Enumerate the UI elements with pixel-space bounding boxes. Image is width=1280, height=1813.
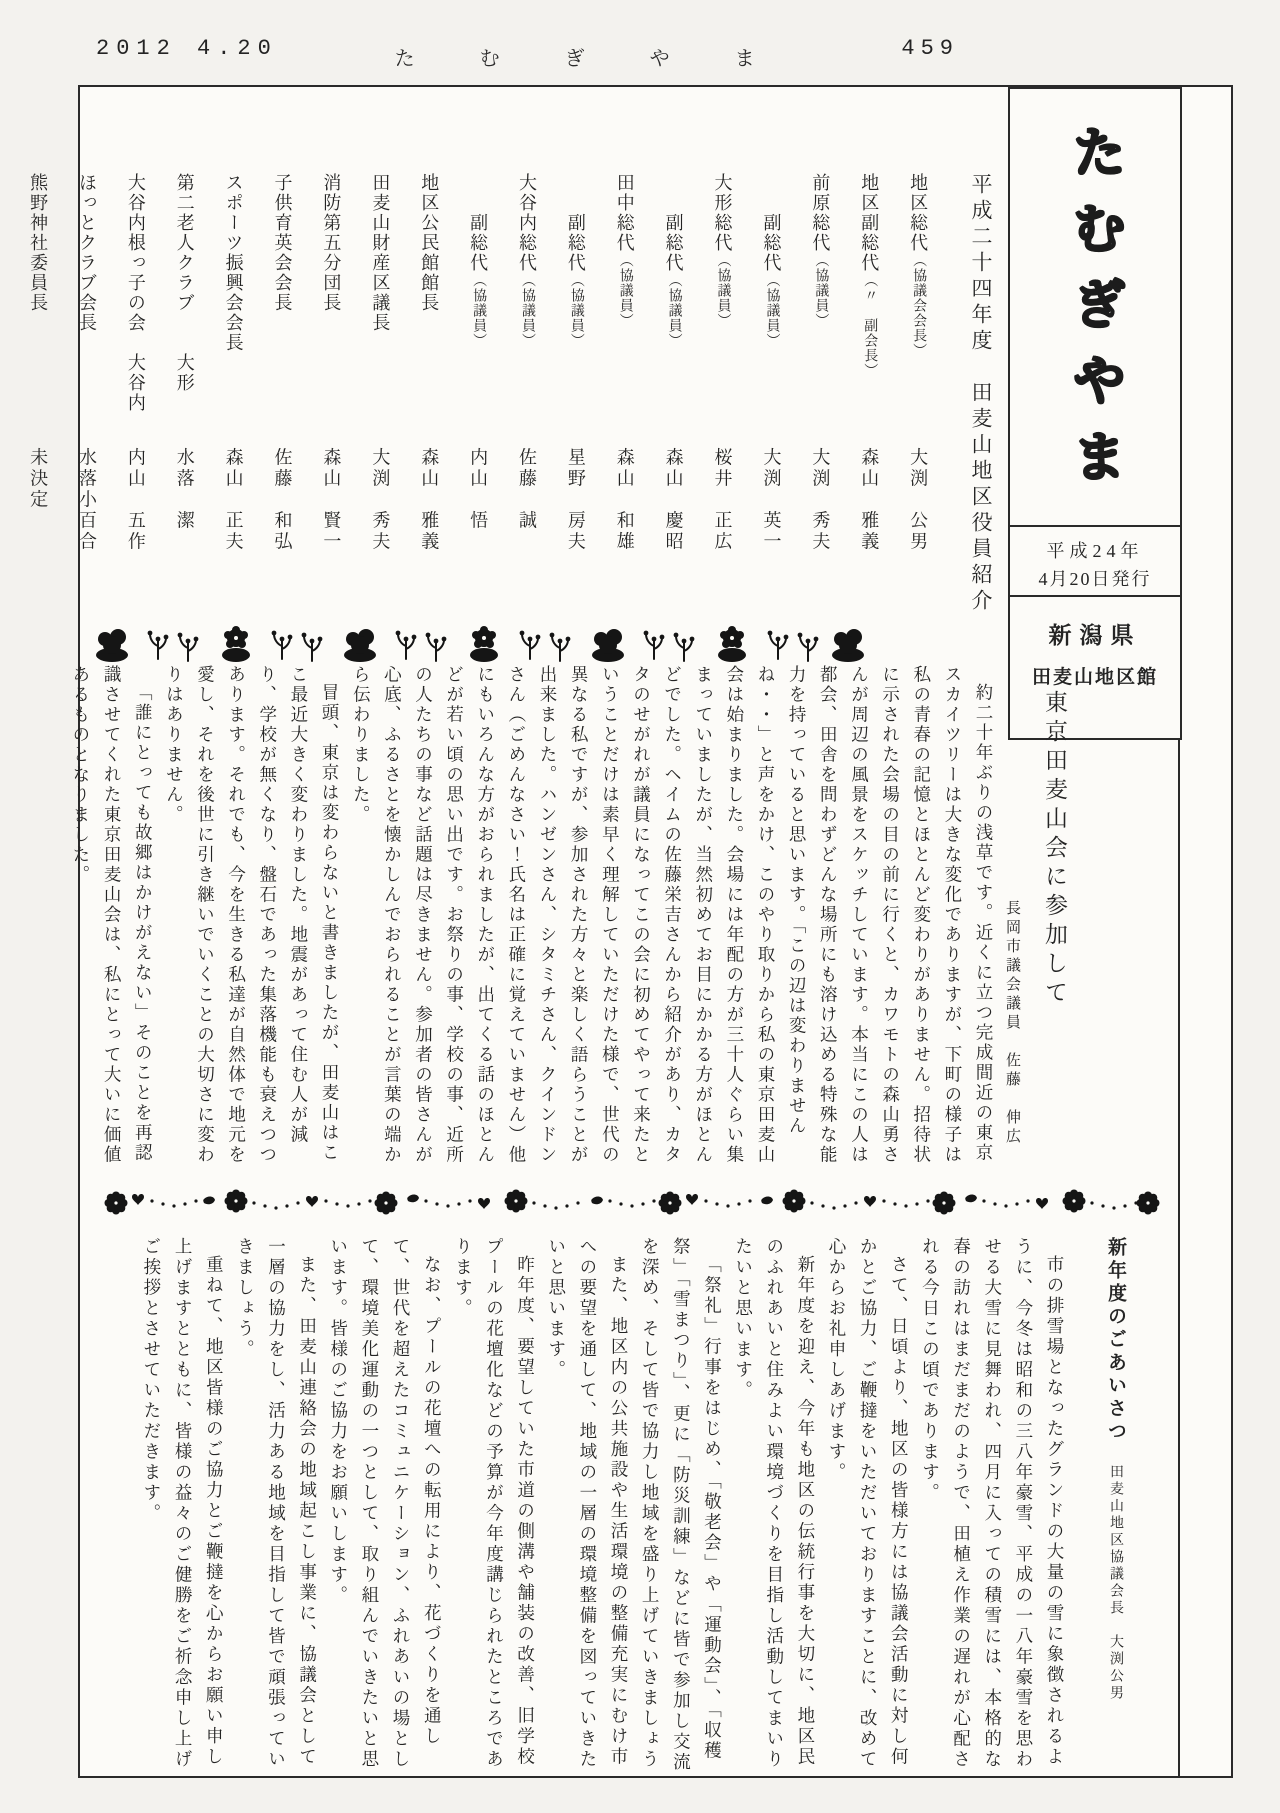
paragraph: なお、プールの花壇への転用により、花づくりを通して、世代を超えたコミュニケーション、ふれあいの場として、環境美化運動の一つとして、取り組んでいきたいと思います。皆様のご協力をお願いします。 [328,1237,443,1770]
officer-role: 副総代（協議員） [565,213,586,348]
officer-role-note: （〃 副会長） [862,273,878,378]
article1-author: 長岡市議会議員 佐藤 伸広 [1004,900,1020,1147]
article2-title-column [1102,1237,1129,1702]
officer-role: 副総代（協議員） [468,213,489,348]
article2-title: 新年度のごあいさつ [1105,1237,1126,1444]
officer-role: 大谷内根っ子の会 大谷内 [125,173,146,413]
officer-entry [410,173,447,621]
sidebar [1008,87,1182,740]
officer-name: 森山 正夫 [223,447,244,553]
officer-name: 大渕 秀夫 [810,447,831,553]
officer-entry [753,173,790,621]
officer-role: 副総代（協議員） [761,213,782,348]
officer-name: 森山 和雄 [614,447,635,553]
content-border-box [28,85,1233,1778]
officer-entry [313,173,350,621]
publisher-region: 新潟県 [1048,623,1142,648]
officer-name: 桜井 正広 [712,447,733,553]
officer-entry [899,173,936,621]
officer-role: 田中総代（協議員） [614,173,635,328]
officer-entry [850,173,887,621]
officer-entry [215,173,252,621]
paragraph: 冒頭、東京は変わらないと書きましたが、田麦山はここ最近大きく変わりました。地震があって住む人が減り、学校が無くなり、盤石であった集落機能も衰えつつあります。それでも、今を生きる私達が自然体で地元を愛し、それを後世に引き継いでいくことの大切さに変わりはありません。 [164,665,341,1165]
publisher-box [1008,595,1182,740]
header-title: た む ぎ や ま [394,48,785,70]
paragraph: また、田麦山連絡会の地域起こし事業に、協議会として一層の協力をし、活力ある地域を目指して皆で頑張っていきましょう。 [235,1237,318,1770]
officer-entry [361,173,398,621]
officer-role: 子供育英会会長 [272,173,293,313]
officer-name: 星野 房夫 [565,447,586,553]
officer-name: 佐藤 誠 [516,447,537,532]
officer-role-note: （協議員） [813,253,829,328]
officer-name: 水落小百合 [76,447,97,553]
publisher-place: 田麦山地区館 [1031,667,1158,688]
officer-entry [557,173,594,621]
officer-entry [459,173,496,621]
paragraph: 約二十年ぶりの浅草です。近くに立つ完成間近の東京スカイツリーは大きな変化でありますが、下町の様子は私の青春の記憶とほとんど変わりがありません。招待状に示された会場の目の前に行くと、カワモトの森山勇さんが周辺の風景をスケッチしています。本当にこの人は都会、田舎を問わずどんな場所にも溶け込める特殊な能力を持っていると思います。「この辺は変わりませんね・・」と声をかけ、このやり取りから私の東京田麦山会は始まりました。会場には年配の方が三十人ぐらい集まっていましたが、当然初めてお目にかかる方がほとんどでした。ヘイムの佐藤栄吉さんから紹介があり、カタタのせがれが議員になってこの会に初めてやって来たということだけは素早く理解していただけた様で、世代の異なる私ですが、参加された方々と楽しく語らうことが出来ました。ハンゼンさん、シタミチさん、クインドンさん（ごめんなさい！氏名は正確に覚えていません）他にもいろんな方がおられましたが、出てくる話のほとんどが若い頃の思い出です。お祭りの事、学校の事、近所の人たちの事など話題は尽きません。参加者の皆さんが心底、ふるさとを懐かしんでおられることが言葉の端から伝わりました。 [351,665,994,1165]
officer-role: 熊野神社委員長 [28,173,49,313]
officer-entry [606,173,643,621]
officer-role-note: （協議員） [471,273,487,348]
page-number: 459 [901,36,959,61]
issue-date-line2: 4月20日発行 [1038,569,1152,589]
officer-entry [117,173,154,621]
paragraph: 市の排雪場となったグランドの大量の雪に象徴されるように、今冬は昭和の三八年豪雪、平成の一八年豪雪を思わせる大雪に見舞われ、四月に入っての積雪には、本格的な春の訪れはまだまだのようで、田植え作業の遅れが心配される今日この頃であります。 [920,1237,1065,1770]
petals-divider [86,1187,1178,1221]
officer-role: 大形総代（協議員） [712,173,733,328]
officer-entry [19,173,56,621]
officer-entry [655,173,692,621]
paragraph: 新年度を迎え、今年も地区の伝統行事を大切に、地区民のふれあいと住みよい環境づくりを目指し活動してまいりたいと思います。 [733,1237,816,1770]
officer-name: 大渕 英一 [761,447,782,553]
officer-name: 森山 雅義 [859,447,880,553]
officer-name: 森山 慶昭 [663,447,684,553]
officer-role-note: （協議員） [568,273,584,348]
paragraph: 重ねて、地区皆様のご協力とご鞭撻を心からお願い申し上げますとともに、皆様の益々のご健勝をご祈念申し上げご挨拶とさせていただきます。 [141,1237,225,1770]
officer-name: 水落 潔 [174,447,195,532]
officer-role-note: （協議会会長） [911,253,927,358]
masthead-title: たむぎやま [1065,124,1125,504]
officer-name: 森山 賢一 [321,447,342,553]
officer-name: 未決定 [28,447,49,511]
article1-title: 東京田麦山会に参加して [1042,690,1067,1009]
officer-role-note: （協議員） [764,273,780,348]
officer-entry [0,173,7,621]
paragraph: また、地区内の公共施設や生活環境の整備充実にむけ市への要望を通して、地域の一層の環境整備を図っていきたいと思います。 [546,1237,630,1770]
officer-role-note: （協議員） [617,253,633,328]
article2-body [94,1237,1070,1777]
officer-name: 大渕 秀夫 [370,447,391,553]
paragraph: 「祭礼」行事をはじめ、「敬老会」や「運動会」、「収穫祭」「雪まつり」、更に「防災訓練」などに皆で参加し交流を深め、そして皆で協力し地域を盛り上げていきましょう [640,1237,723,1773]
officer-name: 森山 雅義 [419,447,440,553]
officer-role: ほっとクラブ会長 [76,173,97,333]
officer-name: 大渕 公男 [908,447,929,553]
header-date: 2012 4.20 [96,36,278,61]
page-header [78,36,1234,71]
officer-role: 地区副総代（〃 副会長） [859,173,880,378]
officer-name: 内山 五作 [125,447,146,553]
article1-body [70,665,999,1181]
officer-name: 内山 悟 [468,447,489,532]
officer-name: 佐藤 和弘 [272,447,293,553]
officers-section [28,173,1000,621]
officer-role: 副総代（協議員） [663,213,684,348]
officer-entry [704,173,741,621]
issue-date-box [1008,525,1182,597]
officer-entry [801,173,838,621]
officer-entry [508,173,545,621]
officer-role-note: （協議員） [519,273,535,348]
officer-entry [68,173,105,621]
officer-role: スポーツ振興会会長 [223,173,244,353]
officer-role: 地区公民館館長 [419,173,440,313]
officer-role: 地区総代（協議会会長） [908,173,929,358]
paragraph: 昨年度、要望していた市道の側溝や舗装の改善、旧学校プールの花壇化などの予算が今年度講じられたところであります。 [453,1237,536,1770]
officer-role: 大谷内総代（協議員） [516,173,537,348]
officer-entry [166,173,203,621]
officer-role [0,173,7,441]
article2-author: 田麦山地区協議会長 大渕公男 [1108,1464,1123,1702]
officer-role: 第二老人クラブ 大形 [174,173,195,393]
officer-role: 田麦山財産区議長 [370,173,391,333]
masthead-art-box [1008,87,1182,527]
paragraph: 「誰にとっても故郷はかけがえない」そのことを再認識させてくれた東京田麦山会は、私にとって大いに価値あるものとなりました。 [70,665,154,1165]
officer-role-note: （協議員） [715,253,731,328]
officer-entry [264,173,301,621]
issue-date-line1: 平成24年 [1046,541,1144,561]
officer-role: 前原総代（協議員） [810,173,831,328]
officer-role: 消防第五分団長 [321,173,342,313]
plants-divider [88,619,868,665]
officer-role-note: （協議員） [666,273,682,348]
paragraph: さて、日頃より、地区の皆様方には協議会活動に対し何かとご協力、ご鞭撻をいただいておりますことに、改めて心からお礼申しあげます。 [827,1237,910,1770]
officers-heading: 平成二十四年度 田麦山地区役員紹介 [969,173,993,615]
